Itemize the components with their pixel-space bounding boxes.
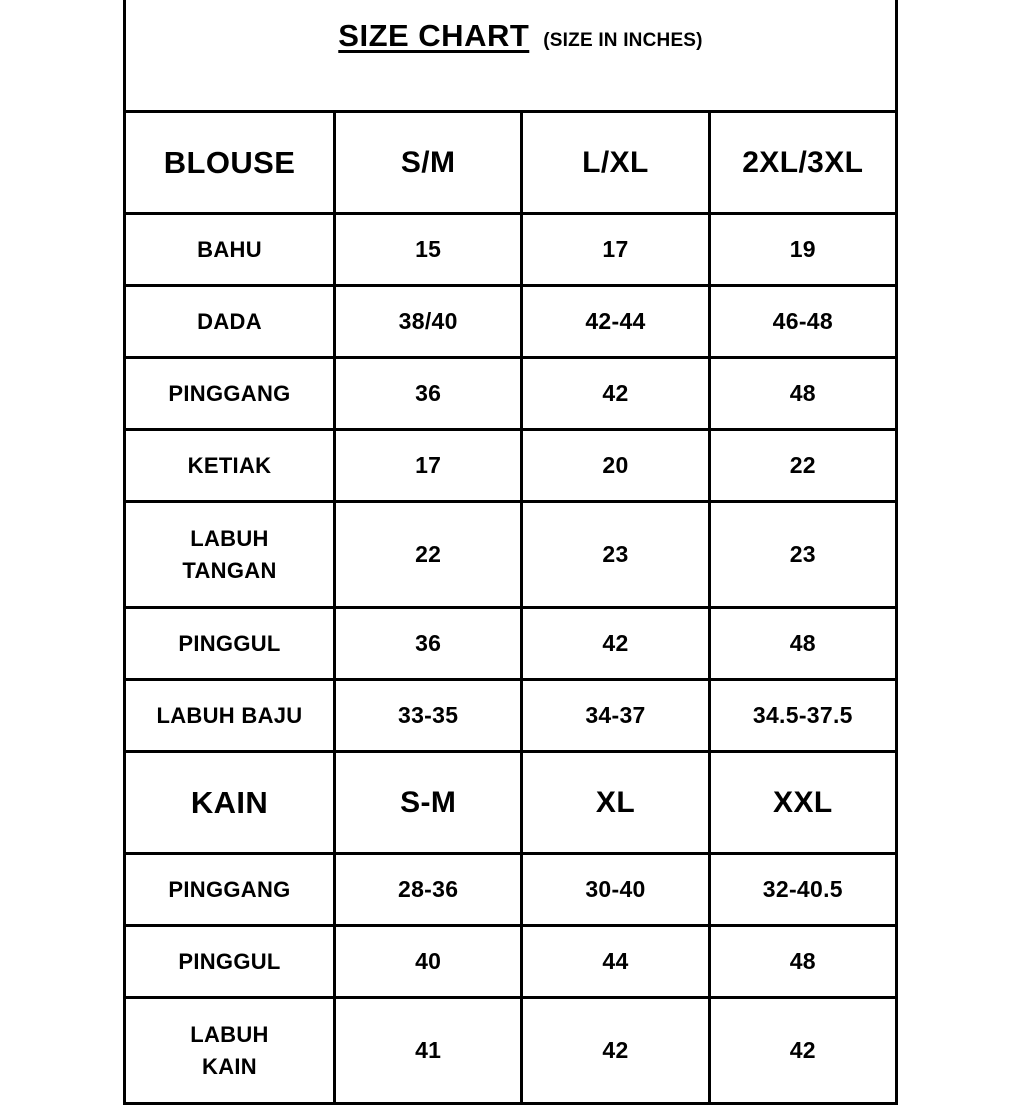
cell-kain-pinggul-xl: 44 <box>522 926 709 998</box>
column-header-lxl: L/XL <box>522 112 709 214</box>
row-label-labuh-tangan <box>125 502 335 608</box>
cell-bahu-2xl3xl: 19 <box>709 214 896 286</box>
page-title: SIZE CHART <box>338 18 530 53</box>
cell-pinggang-sm: 36 <box>335 358 522 430</box>
row-label-bahu: BAHU <box>125 214 335 286</box>
cell-labuh-baju-2xl3xl: 34.5-37.5 <box>709 680 896 752</box>
row-label-labuh-kain <box>125 998 335 1104</box>
table-row <box>125 926 897 998</box>
row-label-line1: LABUH <box>190 525 269 551</box>
cell-pinggul-lxl: 42 <box>522 608 709 680</box>
cell-kain-pinggul-s-m: 40 <box>335 926 522 998</box>
cell-pinggang-2xl3xl: 48 <box>709 358 896 430</box>
row-label-kain-pinggang: PINGGANG <box>125 854 335 926</box>
row-label-line1: LABUH <box>190 1021 269 1047</box>
column-header-2xl3xl: 2XL/3XL <box>709 112 896 214</box>
page-subtitle: (SIZE IN INCHES) <box>543 30 703 51</box>
cell-kain-pinggang-xxl: 32-40.5 <box>709 854 896 926</box>
cell-ketiak-lxl: 20 <box>522 430 709 502</box>
size-chart-container <box>123 0 898 1079</box>
table-row <box>125 430 897 502</box>
cell-labuh-baju-lxl: 34-37 <box>522 680 709 752</box>
chart-title <box>338 18 702 54</box>
chart-title-band <box>123 0 898 110</box>
cell-labuh-kain-xxl: 42 <box>709 998 896 1104</box>
row-label-pinggang: PINGGANG <box>125 358 335 430</box>
row-label-kain-pinggul: PINGGUL <box>125 926 335 998</box>
table-row <box>125 286 897 358</box>
cell-labuh-tangan-2xl3xl: 23 <box>709 502 896 608</box>
cell-kain-pinggang-xl: 30-40 <box>522 854 709 926</box>
row-label-pinggul: PINGGUL <box>125 608 335 680</box>
cell-bahu-lxl: 17 <box>522 214 709 286</box>
row-label-ketiak: KETIAK <box>125 430 335 502</box>
table-header-row-blouse <box>125 112 897 214</box>
table-row <box>125 214 897 286</box>
cell-labuh-kain-xl: 42 <box>522 998 709 1104</box>
table-row <box>125 502 897 608</box>
table-header-row-kain <box>125 752 897 854</box>
column-header-sm: S/M <box>335 112 522 214</box>
cell-dada-2xl3xl: 46-48 <box>709 286 896 358</box>
table-row <box>125 998 897 1104</box>
cell-labuh-tangan-sm: 22 <box>335 502 522 608</box>
table-row <box>125 608 897 680</box>
cell-ketiak-2xl3xl: 22 <box>709 430 896 502</box>
row-label-dada: DADA <box>125 286 335 358</box>
column-header-xxl: XXL <box>709 752 896 854</box>
cell-kain-pinggul-xxl: 48 <box>709 926 896 998</box>
section-title-kain: KAIN <box>125 752 335 854</box>
cell-pinggul-2xl3xl: 48 <box>709 608 896 680</box>
cell-dada-lxl: 42-44 <box>522 286 709 358</box>
table-row <box>125 680 897 752</box>
cell-kain-pinggang-s-m: 28-36 <box>335 854 522 926</box>
cell-ketiak-sm: 17 <box>335 430 522 502</box>
cell-labuh-baju-sm: 33-35 <box>335 680 522 752</box>
cell-pinggang-lxl: 42 <box>522 358 709 430</box>
cell-labuh-kain-s-m: 41 <box>335 998 522 1104</box>
cell-labuh-tangan-lxl: 23 <box>522 502 709 608</box>
cell-bahu-sm: 15 <box>335 214 522 286</box>
column-header-xl: XL <box>522 752 709 854</box>
size-chart-table <box>123 110 898 1105</box>
table-row <box>125 854 897 926</box>
cell-dada-sm: 38/40 <box>335 286 522 358</box>
table-row <box>125 358 897 430</box>
column-header-s-m: S-M <box>335 752 522 854</box>
cell-pinggul-sm: 36 <box>335 608 522 680</box>
row-label-labuh-baju: LABUH BAJU <box>125 680 335 752</box>
row-label-line2: TANGAN <box>182 557 277 583</box>
section-title-blouse: BLOUSE <box>125 112 335 214</box>
row-label-line2: KAIN <box>202 1053 257 1079</box>
